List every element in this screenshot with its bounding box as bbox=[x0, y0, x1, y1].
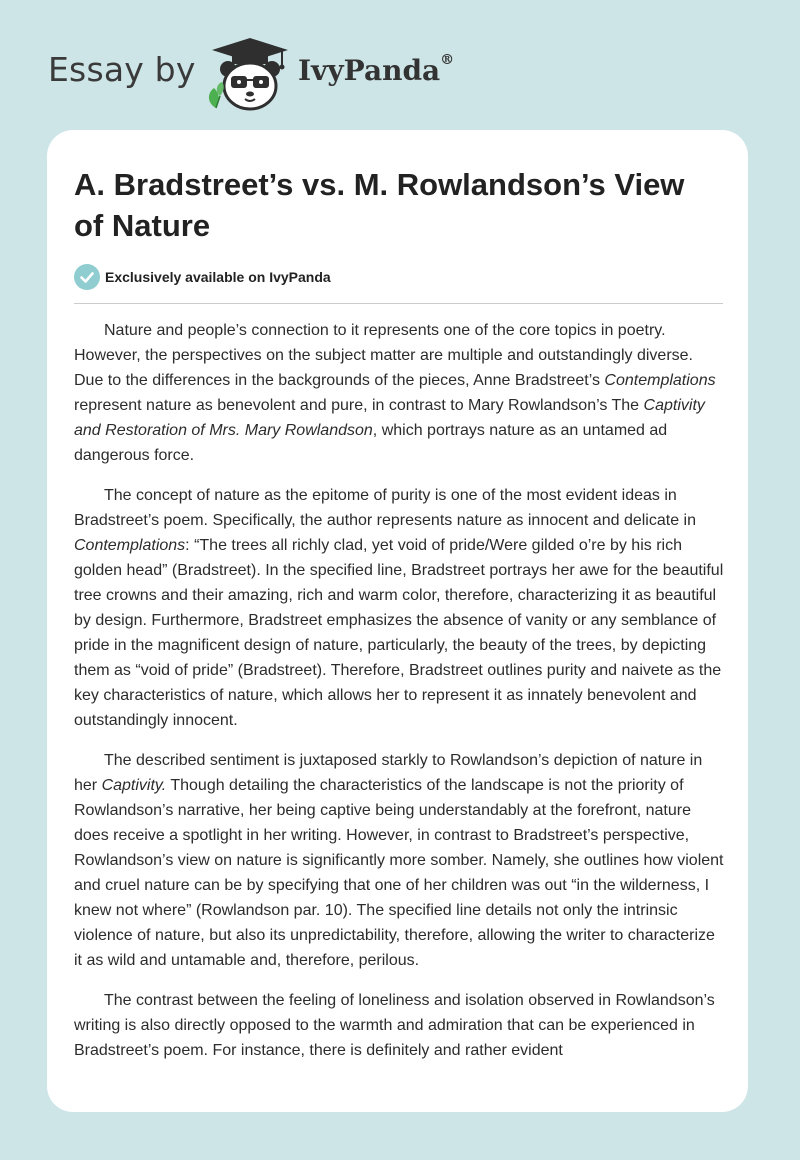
exclusive-badge-label: Exclusively available on IvyPanda bbox=[105, 269, 331, 285]
essay-by-label: Essay by bbox=[48, 50, 196, 89]
essay-paragraph: The concept of nature as the epitome of purity is one of the most evident ideas in Bradstreet’s poem. Specifically, the author represents nature as innocent and delicate in Contemplations: “The trees all richly clad, yet void of pride/Were gilded o’re by his rich golden head” (Bradstreet). In the specified line, Bradstreet portrays her awe for the beautiful tree crowns and their amazing, rich and warm color, therefore, characterizing it as beautiful by design. Furthermore, Bradstreet emphasizes the absence of vanity or any semblance of pride in the magnificent design of nature, particularly, the beauty of the trees, by depicting them as “void of pride” (Bradstreet). Therefore, Bradstreet outlines purity and naivete as the key characteristics of nature, which allows her to represent it as innately benevolent and outstandingly innocent. bbox=[74, 487, 724, 729]
essay-paragraph: The contrast between the feeling of loneliness and isolation observed in Rowlandson’s writing is also directly opposed to the warmth and admiration that can be experienced in Bradstreet’s poem. For instance, there is definitely and rather evident bbox=[74, 992, 715, 1059]
page-title: A. Bradstreet’s vs. M. Rowlandson’s View of Nature bbox=[74, 167, 685, 243]
essay-body bbox=[74, 318, 725, 1078]
check-circle-icon bbox=[74, 264, 100, 290]
brand-name[interactable]: IvyPanda® bbox=[298, 51, 455, 87]
panda-graduate-icon[interactable] bbox=[202, 36, 294, 112]
essay-paragraph: The described sentiment is juxtaposed starkly to Rowlandson’s depiction of nature in her Captivity. Though detailing the characteristics of the landscape is not the priority of Rowlandson’s narrative, her being captive being understandably at the forefront, nature does receive a spotlight in her writing. However, in contrast to Bradstreet’s perspective, Rowlandson’s view on nature is significantly more somber. Namely, she outlines how violent and cruel nature can be by specifying that one of her children was out “in the wilderness, I knew not where” (Rowlandson par. 10). The specified line details not only the intrinsic violence of nature, but also its unpredictability, therefore, allowing the writer to characterize it as wild and untamable and, therefore, perilous. bbox=[74, 752, 724, 969]
essay-paragraph: Nature and people’s connection to it represents one of the core topics in poetry. However, the perspectives on the subject matter are multiple and outstandingly diverse. Due to the differences in the backgrounds of the pieces, Anne Bradstreet’s Contemplations represent nature as benevolent and pure, in contrast to Mary Rowlandson’s The Captivity and Restoration of Mrs. Mary Rowlandson, which portrays nature as an untamed ad dangerous force. bbox=[74, 322, 716, 464]
site-header bbox=[48, 36, 548, 112]
divider bbox=[74, 303, 723, 304]
essay-card bbox=[47, 130, 748, 1112]
